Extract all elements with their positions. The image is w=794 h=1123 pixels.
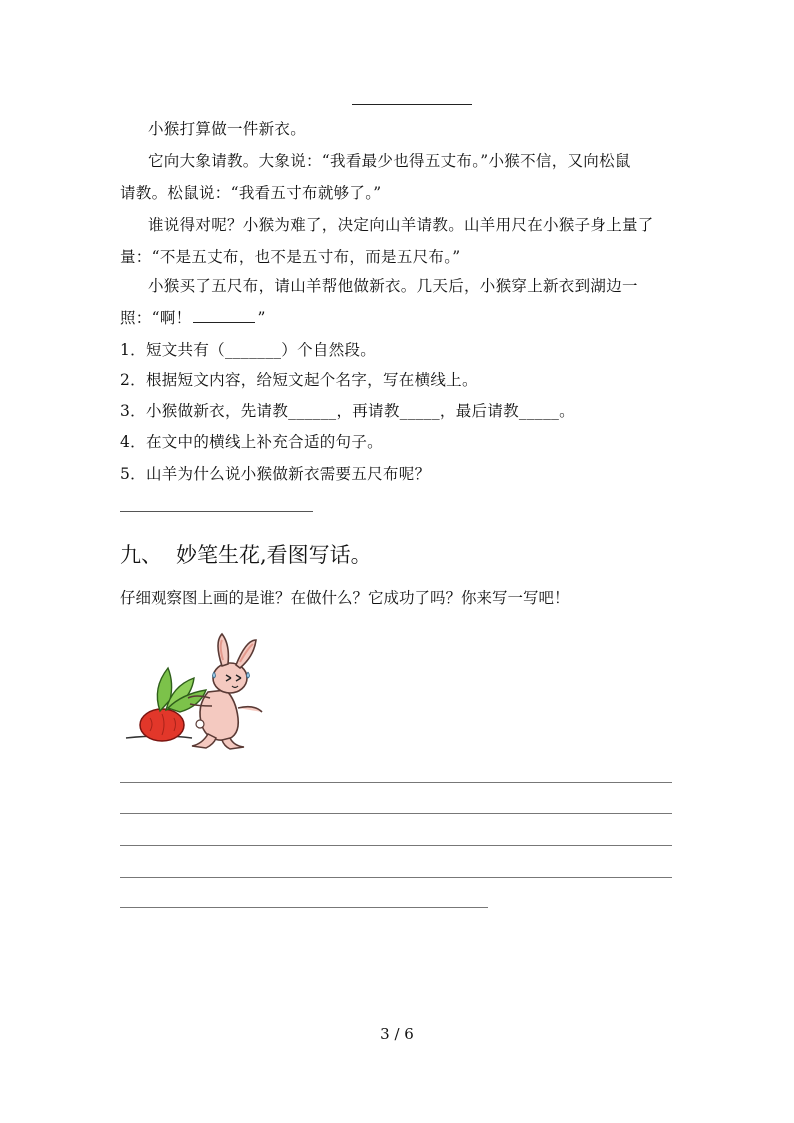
question-5-answer-line[interactable] <box>120 511 313 512</box>
exclamation-blank[interactable] <box>193 308 255 323</box>
question-3: 3．小猴做新衣，先请教______，再请教_____，最后请教_____。 <box>120 402 575 420</box>
story-paragraph-3-line-1: 谁说得对呢？小猴为难了，决定向山羊请教。山羊用尺在小猴子身上量了 <box>148 216 654 234</box>
question-4: 4．在文中的横线上补充合适的句子。 <box>120 433 383 451</box>
story-paragraph-3-line-2: 量：“不是五丈布，也不是五寸布，而是五尺布。” <box>120 248 461 266</box>
section-9-number: 九、 <box>120 543 162 567</box>
story-paragraph-1: 小猴打算做一件新衣。 <box>148 120 307 138</box>
writing-line-4[interactable] <box>120 877 672 878</box>
story-paragraph-4-line-2 <box>120 302 680 334</box>
writing-line-3[interactable] <box>120 845 672 846</box>
section-9-title: 妙笔生花,看图写话。 <box>176 543 372 567</box>
writing-line-2[interactable] <box>120 813 672 814</box>
story-paragraph-4-suffix: ” <box>257 309 266 327</box>
writing-line-1[interactable] <box>120 782 672 783</box>
rabbit-pulling-radish-icon <box>122 628 274 750</box>
section-9-prompt: 仔细观察图上画的是谁？在做什么？它成功了吗？你来写一写吧！ <box>120 589 570 607</box>
section-9-heading <box>120 540 372 570</box>
question-5: 5．山羊为什么说小猴做新衣需要五尺布呢？ <box>120 465 431 483</box>
story-paragraph-2-line-1: 它向大象请教。大象说：“我看最少也得五丈布。”小猴不信，又向松鼠 <box>148 152 631 170</box>
question-1: 1．短文共有（_______）个自然段。 <box>120 341 377 359</box>
page-number: 3 / 6 <box>380 1025 414 1043</box>
story-paragraph-2-line-2: 请教。松鼠说：“我看五寸布就够了。” <box>120 184 382 202</box>
story-paragraph-4-line-1: 小猴买了五尺布，请山羊帮他做新衣。几天后，小猴穿上新衣到湖边一 <box>148 277 638 295</box>
story-paragraph-4-prefix: 照：“啊！ <box>120 309 192 327</box>
question-2: 2．根据短文内容，给短文起个名字，写在横线上。 <box>120 371 478 389</box>
story-title-blank[interactable] <box>352 104 472 105</box>
writing-line-5[interactable] <box>120 907 488 908</box>
